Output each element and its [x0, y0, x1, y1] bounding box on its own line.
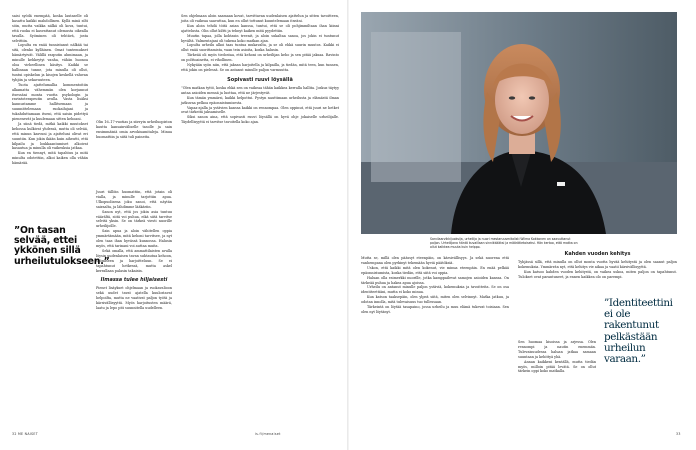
left-column-1-bottom	[96, 190, 172, 311]
subheading-sopivasti: Sopivasti ruuvi löysällä	[227, 76, 293, 83]
paragraph: Sanon nyt, että jos jokin asia tuntuu väärältä, siitä voi puhua, eikä siitä tarvitse selvitä yksin. Se on tärkeä viesti nuorille urheilijoille.	[96, 209, 172, 229]
paragraph: Tärkeää oli myös tiedostaa, että kehoni on urheilijan keho ja sen pitää jaksaa. Ravinto on polttoainetta, ei vihollinen.	[181, 53, 339, 63]
footer-right: 33	[676, 432, 681, 436]
pullquote-right: ”Identiteettini ei ole rakentunut pelkästään urheilun varaan.”	[604, 297, 673, 366]
paragraph: Lopulta en enää tunnistanut nälkää tai sitä, olenko kylläinen. Omat tuntemukset hämärtyivät. Välillä rasputin ahmimaan, ja minulle kehkeytyi vanha, vähän huonoa oloa virheellinen käsitys. Kaikki se hallinnan tunne, jota minulla oli ollut, tuntui opiskelun ja kisojen keskellä valuvan tyhjiin ja sekavuuteen.	[12, 43, 88, 82]
paragraph: Kun tämän ymmärsi, kaikki helpottui. Pystyn nauttimaan urheilusta ja elämästä ilman jatkuvaa pelkoa epäonnistumisesta.	[181, 95, 339, 105]
paragraph: Haluan olla esimerkki nuorille, jotka kamppailevat samojen asioiden kanssa. On tärkeää puhua ja hakea apua ajoissa.	[361, 275, 509, 285]
footer-center: is.fi/menaiset	[255, 432, 281, 436]
paragraph: Pienet lisäykset ohjelmaan ja ruokavalioon sekä uudet tavat ajatella kuulostavat helpoilta, mutta ne vaativat paljon työtä ja kärsivällisyyttä. Myös harjoitusten määrä, laatu ja lepo piti suunnitella uudelleen.	[96, 286, 172, 311]
paragraph: Mutta se, millä olen päässyt eteenpäin, on kärsivällisyys. Ja sekä nuorena että vanhempana olen pyrkinyt tekemään hyviä päätöksiä.	[361, 256, 509, 265]
right-column-1	[361, 256, 509, 315]
paragraph: Lopulta urheilu alkoi taas tuntua mukavalta, ja se oli ehkä suurin muutos. Kaikki ei ollut enää suorittamista, vaan tein asioita, koska halusin.	[181, 43, 339, 53]
portrait-photo	[361, 12, 677, 234]
pullquote-left: ”On tasan selvää, ettei ykkönen sillä urheilutulokseen.”	[14, 225, 110, 267]
paragraph: Kun aloin tehdä töitä asian kanssa, tuntui, että se oli pohjimmiltaan ihan kiinni ajattelusta. Olin ollut kiltti ja tehnyt kaiken mitä pyydettiin.	[181, 23, 339, 33]
subheading-ilmassa: Ilmassa tulee hiljaisesti	[100, 277, 168, 284]
paragraph: Sekä omalla, että ammattilaisten avulla löysin uudenlaisen tavan suhtautua kehoon, syömiseen ja harjoitteluun. Se ei tapahtunut hetkessä, mutta askel kerrallaan palasin takaisin.	[96, 248, 172, 273]
portrait-illustration	[361, 12, 677, 234]
paragraph: ”Olen matkan tyttö, koska ehkä sen on vaikeaa tähän kaikkea kerralla hallita. Joskus täytyy antaa asioiden mennä ja luottaa, että ne järjestyvät.	[181, 85, 339, 95]
paragraph: Tärkeintä on löytää tasapaino, jossa urheilu ja muu elämä tukevat toisiaan. Sen olen nyt löytänyt.	[361, 305, 509, 314]
left-column-2	[181, 14, 339, 125]
paragraph: Sen huomaa kisoissa ja arjessa. Olen rennompi ja nautin enemmän. Tulevaisuudessa haluan jatkaa samaan suuntaan ja kehittyä yhä.	[518, 340, 596, 359]
paragraph: Annan kaikkeni kentällä, mutta tiedän myös, milloin pitää levätä. Se on ollut tärkein oppi koko matkalla.	[518, 359, 596, 374]
paragraph: Siksi sanon aina, että sopivasti ruuvi löysällä on hyvä ohje jokaiselle urheilijalle. Täydellisyyttä ei tarvitse tavoitella koko ajan.	[181, 115, 339, 125]
paragraph: Kun en tiennyt, mitä tapahtuu ja mitä minulta odotettiin, alkoi kaiken olla vähän hämärää.	[12, 151, 88, 166]
paragraph: Tyhjässä sillä, että minulla on ollut monta vuotta hyvää kehitystä ja olen saanut paljon kokemuksia. Ymmärrän nyt, että kehitys vie aikaa ja vaatii kärsivällisyyttä.	[518, 260, 677, 269]
left-column-1-top	[12, 14, 88, 166]
paragraph: Sen ohjelmaan aloin saamaan kovat, tarvittavan uudenlaisen ajattelun ja sitten tavoitteen, joita oli vaikeaa saavuttaa, kun en ollut tottunut kuuntelemaan itseäni.	[181, 14, 339, 23]
footer-left: 32 ME NAISET	[12, 432, 38, 436]
paragraph: Tuota ajattelumallia kommentoitiin alkamatta vähemmän olen korjannut itsessäni monta vuotta psykologin ja ravintoterapeutin avulla. Vasta lisäksi kannustamme hallitsemaan ja suunnittelemaan ruokailujani ja tukahduttamaan itseni, että saisin pidettyä pienenevät ja kuulemaan sitten kehoani.	[12, 82, 88, 122]
paragraph: Nykyään syön niin, että jaksan harjoitella ja kilpailla, ja tiedän, mitä teen, kun tunnen, että jokin on pielessä. Se on antanut minulle paljon varmuutta.	[181, 63, 339, 72]
paragraph: Vapaa-ajalla ja ystävien kanssa kaikki on rennompaa. Olen oppinut, että juuri ne hetket ovat tärkeitä jaksamiselle.	[181, 105, 339, 115]
paragraph: Sain apua ja aloin vähitellen oppia ymmärtämään, mitä kehoni tarvitsee, ja nyt olen taas ihan hyvässä kunnossa. Halusin myös, että tarinani voi auttaa muita.	[96, 229, 172, 248]
paragraph: Kun katson taaksepäin, olen ylpeä siitä, miten olen selvinnyt. Matka jatkuu, ja odotan innolla, mitä tulevaisuus tuo tullessaan.	[361, 295, 509, 305]
subheading-kahden: Kahden vuoden kehitys	[564, 251, 631, 257]
left-column-1-right-top	[96, 120, 172, 140]
photo-caption: Sarvilaarvikkijuoksija, urheilija ja nuori mestaruusmitalisti Wilma Kokkonen on saavuttanut paljon. Urheilijana häntä kuvaillaan sinnikkääksi ja määrätietoiseksi. Hän kertoo, että matka on ollut kaikkea muuta kuin helppo.	[430, 237, 578, 250]
paragraph: Uskon, että kaikki mitä olen kokenut, vie minua eteenpäin. En enää pelkää epäonnistumista, koska tiedän, että siitä voi oppia.	[361, 265, 509, 275]
paragraph: Juuri tällöin huomattiin, että jotain oli vialla, ja minulle tarjottiin apua. Ulkopuolisena joku sanoi, että näytän sairaalta, ja lähdimme lääkäriin.	[96, 190, 172, 209]
right-column-2	[518, 251, 677, 280]
paragraph: Ja siinä tiedä, mitkä kaikki muutokset kehossa kulkivat yhdessä, mutta oli selvää, että minun kasvuni ja ajatteluni olivat eri suuntiin. Kun jokin ikään kuin aiheutti, että kilpailu ja loukkaantumiset alkoivat kasautua ja minulla oli vaikeuksia jatkaa.	[12, 121, 88, 151]
paragraph: Olin 16–17-vuotias ja siirryin urheiluopiston kautta kansainväliselle tasolle ja sain ensimmäisiä omia arvokisamitaleja. Minua huomattiin ja siitä tuli paineita.	[96, 120, 172, 139]
paragraph: Muutin tapaa, jolla kohtasin treenit, ja aloin uskaltaa sanoa, jos jokin ei tuntunut hyvältä. Valmentajani oli tukena koko matkan ajan.	[181, 33, 339, 43]
paragraph: Kun katsoo kahden vuoden kehitystä, on vaikea uskoa, miten paljon on tapahtunut. Tulokset ovat parantuneet, ja ennen kaikkea olo on parempi.	[518, 269, 677, 279]
gutter-divider	[347, 0, 349, 450]
paragraph: saisi syödä enempää, koska lautaselle oli kasattu kaikki mahdollinen. Kyllä minä silti söin, mutta vaikka nälkä oli kova, tuntui, että ruoka ei kasvattanut olemusta oikealla tavalla. Syöminen oli tehtävä, josta selvittiin.	[12, 14, 88, 43]
paragraph: Urheilu on antanut minulle paljon ystäviä, kokemuksia ja tavoitteita. Se on osa identiteettiäni, mutta ei koko minua.	[361, 285, 509, 295]
right-column-2-bottom	[518, 340, 596, 374]
